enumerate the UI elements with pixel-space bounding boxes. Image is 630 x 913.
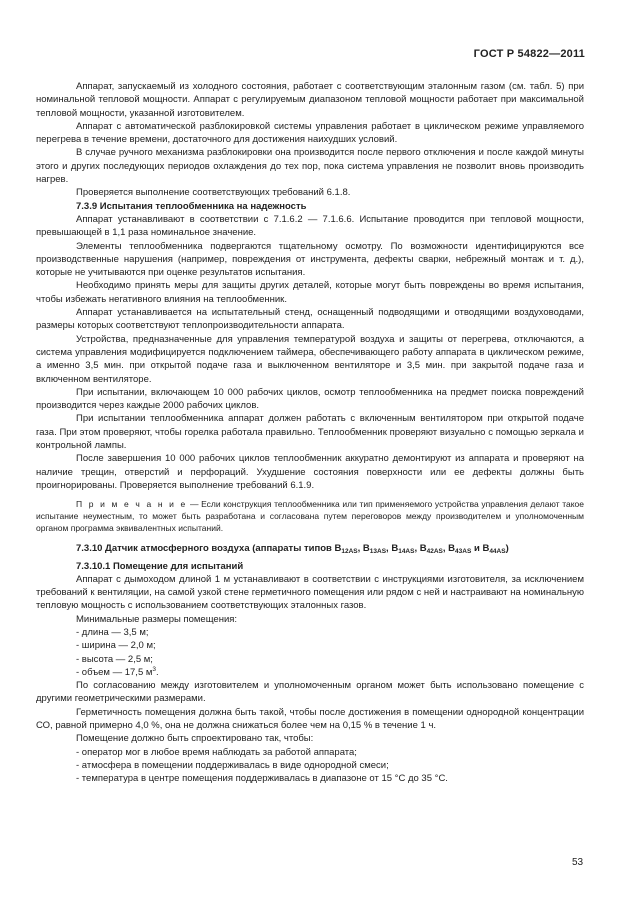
paragraph: После завершения 10 000 рабочих циклов теплообменник аккуратно демонтируют из аппарата и проверяют на наличие трещин, отверстий и перфораций. Ухудшение состояния поверхности или ее дефекты должны быть проигнорированы. Проверяется выполнение требований 6.1.9. — [36, 453, 584, 491]
type-code: $B_{14AS}$ — [391, 543, 415, 556]
type-code: $B_{12AS}$ — [334, 543, 358, 556]
note-text: — Если конструкция теплообменника или тип применяемого устройства управления делают такое испытание неуместным, то может быть разработана и согласована путем переговоров между производителем и уполномоченным органом программа эквивалентных испытаний. — [36, 499, 584, 534]
document-header: ГОСТ Р 54822—2011 — [473, 48, 585, 60]
type-code: $B_{44AS}$ — [482, 543, 506, 556]
paragraph: В случае ручного механизма разблокировки она производится после первого отключения и после каждой минуты этого и других последующих периодов охлаждения до тех пор, пока система управления не позволит вновь производить нагрев. — [36, 147, 584, 186]
section-heading-7-3-10-1: 7.3.10.1 Помещение для испытаний — [76, 560, 244, 572]
type-code: $B_{43AS}$ — [448, 543, 472, 556]
paragraph: Аппарат устанавливают в соответствии с 7.1.6.2 — 7.1.6.6. Испытание проводится при тепловой мощности, превышающей в 1,1 раза номинальное значение. — [36, 213, 584, 239]
list-item: - атмосфера в помещении поддерживалась в виде однородной смеси; — [76, 759, 389, 771]
paragraph: Аппарат с дымоходом длиной 1 м устанавливают в соответствии с инструкциями изготовителя, за исключением требований к вентиляции, на самой узкой стене герметичного помещения или рядом с ней и настраивают на номинальную тепловую мощность с использованием соответствующих эталонных газов. — [36, 573, 584, 612]
paragraph: Минимальные размеры помещения: — [76, 613, 238, 625]
list-item: - оператор мог в любое время наблюдать за работой аппарата; — [76, 746, 357, 758]
type-code: $B_{13AS}$ — [362, 543, 387, 556]
list-item: - объем — 17,5 $м^3$. — [76, 665, 159, 678]
list-item: - высота — 2,5 м; — [76, 653, 153, 665]
note-label: П р и м е ч а н и е — [76, 499, 188, 510]
paragraph: Устройства, предназначенные для управления температурой воздуха и защиты от перегрева, отключаются, а система управления модифицируется подключением таймера, обеспечивающего работу аппарата в циклическом режиме, а именно 3,5 мин. при открытой подаче газа и выключенном вентиляторе и 3,5 мин. при закрытой подаче газа и включенном вентиляторе. — [36, 333, 584, 385]
paragraph: По согласованию между изготовителем и уполномоченным органом может быть использовано помещение с другими геометрическими размерами. — [36, 680, 584, 705]
list-item: - ширина — 2,0 м; — [76, 640, 156, 652]
page-body — [36, 80, 584, 786]
note — [36, 498, 584, 534]
paragraph: Аппарат устанавливается на испытательный стенд, оснащенный подводящими и отводящими воздуховодами, размеры которых соответствуют теплопроизводительности аппарата. — [36, 307, 584, 332]
paragraph: При испытании теплообменника аппарат должен работать с включенным вентилятором при открытой подаче газа. При этом проверяют, чтобы горелка работала правильно. Теплообменник проверяют визуально с помощью зеркала и контрольной лампы. — [36, 413, 584, 452]
page-number: 53 — [572, 857, 584, 868]
list-item: - температура в центре помещения поддерживалась в диапазоне от 15 °С до 35 °С. — [76, 773, 448, 785]
paragraph: Необходимо принять меры для защиты других деталей, которые могут быть повреждены во время испытания, чтобы избежать негативного влияния на теплообменник. — [36, 280, 584, 305]
paragraph: Проверяется выполнение соответствующих требований 6.1.8. — [76, 187, 351, 199]
list-item: - длина — 3,5 м; — [76, 626, 149, 638]
section-heading-7-3-9: 7.3.9 Испытания теплообменника на надежность — [76, 200, 307, 212]
heading-text: 7.3.10 Датчик атмосферного воздуха (аппараты типов — [76, 543, 335, 555]
section-heading-7-3-10: 7.3.10 Датчик атмосферного воздуха (аппараты типов $B_{12AS}$, $B_{13AS}$, $B_{14AS}$, $B_{42AS}$, $B_{43AS}$ и $B_{44AS}$) — [76, 543, 509, 556]
paragraph: Герметичность помещения должна быть такой, чтобы после достижения в помещении однородной концентрации СО, равной примерно 4,0 %, она не должна снижаться более чем на 0,15 % в течение 1 ч. — [36, 706, 584, 732]
paragraph: Помещение должно быть спроектировано так, чтобы: — [76, 733, 314, 745]
paragraph: Элементы теплообменника подвергаются тщательному осмотру. По возможности идентифицируются все производственные нарушения (например, повреждения от инструмента, дефекты сварки, небрежный монтаж и т. д.), которые не учитываются при оценке результатов испытания. — [36, 240, 584, 279]
type-code: $B_{42AS}$ — [419, 543, 443, 556]
paragraph: При испытании, включающем 10 000 рабочих циклов, осмотр теплообменника на предмет поиска повреждений производится через каждые 2000 рабочих циклов. — [36, 386, 584, 412]
paragraph: Аппарат с автоматической разблокировкой системы управления работает в циклическом режиме управляемого перегрева в течение времени, достаточного для достижения наихудших условий. — [36, 120, 584, 146]
paragraph: Аппарат, запускаемый из холодного состояния, работает с соответствующим эталонным газом (см. табл. 5) при номинальной тепловой мощности. Аппарат с регулируемым диапазоном тепловой мощности работает при максимальной тепловой мощности, указанной изготовителем. — [36, 81, 584, 119]
